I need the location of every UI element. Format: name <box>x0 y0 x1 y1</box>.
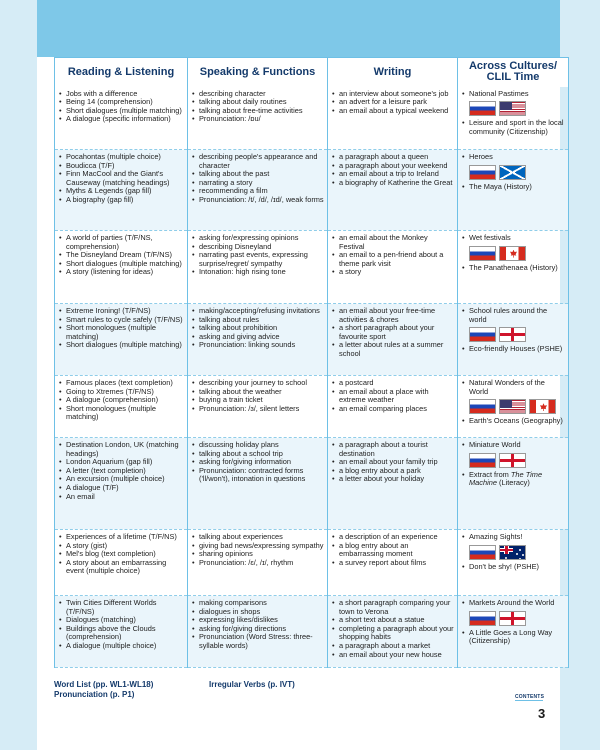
writing-item: • an email about your family trip <box>331 458 454 467</box>
russia-flag-icon <box>469 545 496 560</box>
writing-cell <box>328 596 458 668</box>
reading-item: • Short dialogues (multiple matching) <box>58 107 184 116</box>
cultures-list <box>461 153 565 191</box>
reading-list <box>58 153 184 205</box>
cultures-cell <box>458 596 569 668</box>
writing-list <box>331 234 454 277</box>
table-row <box>55 438 569 530</box>
reading-item: • Mel's blog (text completion) <box>58 550 184 559</box>
reading-item: • Boudicca (T/F) <box>58 162 184 171</box>
reading-item: • Short monologues (multiple matching) <box>58 405 184 422</box>
speaking-item: • talking about daily routines <box>191 98 324 107</box>
reading-item: • A letter (text completion) <box>58 467 184 476</box>
table-row <box>55 376 569 438</box>
top-color-band <box>37 0 560 57</box>
writing-item: • an email to a pen-friend about a theme park visit <box>331 251 454 268</box>
reading-item: • A dialogue (specific information) <box>58 115 184 124</box>
reading-item: • Short dialogues (multiple matching) <box>58 341 184 350</box>
speaking-item: • narrating past events, expressing surprise/regret/ sympathy <box>191 251 324 268</box>
speaking-item: • asking for/giving information <box>191 458 324 467</box>
reading-list <box>58 234 184 277</box>
writing-item: • a blog entry about a park <box>331 467 454 476</box>
flag-group <box>469 327 565 342</box>
reading-item: • Short dialogues (multiple matching) <box>58 260 184 269</box>
speaking-cell <box>188 231 328 304</box>
writing-item: • a blog entry about an embarrassing moment <box>331 542 454 559</box>
cultures-item <box>461 629 565 646</box>
reading-cell <box>55 304 188 376</box>
speaking-item: • talking about the past <box>191 170 324 179</box>
table-row <box>55 530 569 596</box>
reading-item: • Short monologues (multiple matching) <box>58 324 184 341</box>
canada-flag-icon <box>499 246 526 261</box>
russia-flag-icon <box>469 246 496 261</box>
contents-label: CONTENTS <box>515 694 545 700</box>
speaking-list <box>191 90 324 124</box>
cultures-item <box>461 599 565 608</box>
cultures-item-text: A Little Goes a Long Way (Citizenship) <box>469 627 553 646</box>
reading-item: • Smart rules to cycle safely (T/F/NS) <box>58 316 184 325</box>
table-row <box>55 150 569 231</box>
flag-group <box>469 399 565 414</box>
cultures-item <box>461 417 565 426</box>
writing-item: • a short paragraph about your favourite sport <box>331 324 454 341</box>
cultures-item-text: Eco-friendly Houses (PSHE) <box>469 344 563 354</box>
reading-item: • A dialogue (multiple choice) <box>58 642 184 651</box>
flag-group <box>469 101 565 116</box>
reading-item: • An excursion (multiple choice) <box>58 475 184 484</box>
cultures-item-subject: (Literacy) <box>499 478 530 488</box>
england-flag-icon <box>499 611 526 626</box>
speaking-item: • expressing likes/dislikes <box>191 616 324 625</box>
cultures-item <box>461 563 565 572</box>
speaking-item: • Intonation: high rising tone <box>191 268 324 277</box>
writing-list <box>331 599 454 659</box>
header-cultures-line1: Across Cultures/ <box>468 60 558 73</box>
reading-item: • Going to Xtremes (T/F/NS) <box>58 388 184 397</box>
writing-item: • a survey report about films <box>331 559 454 568</box>
speaking-item: • talking about experiences <box>191 533 324 542</box>
cultures-item <box>461 345 565 354</box>
cultures-item-text: School rules around the world <box>469 306 548 324</box>
speaking-item: • buying a train ticket <box>191 396 324 405</box>
table-row <box>55 304 569 376</box>
writing-item: • a letter about your holiday <box>331 475 454 484</box>
reading-item: • Pocahontas (multiple choice) <box>58 153 184 162</box>
speaking-item: • Pronunciation: /ɛ/, /ɪ/, rhythm <box>191 559 324 568</box>
writing-item: • a biography of Katherine the Great <box>331 179 454 188</box>
speaking-item: • Pronunciation: /ɒu/ <box>191 115 324 124</box>
speaking-item: • recommending a film <box>191 187 324 196</box>
speaking-cell <box>188 87 328 150</box>
writing-item: • a postcard <box>331 379 454 388</box>
writing-cell <box>328 87 458 150</box>
cultures-cell <box>458 376 569 438</box>
writing-cell <box>328 530 458 596</box>
writing-item: • an email about your free-time activities & chores <box>331 307 454 324</box>
reading-item: • Buildings above the Clouds (comprehension) <box>58 625 184 642</box>
speaking-cell <box>188 150 328 231</box>
cultures-list <box>461 90 565 137</box>
reading-cell <box>55 231 188 304</box>
russia-flag-icon <box>469 611 496 626</box>
speaking-cell <box>188 596 328 668</box>
england-flag-icon <box>499 327 526 342</box>
speaking-item: • making comparisons <box>191 599 324 608</box>
writing-item: • a paragraph about a tourist destination <box>331 441 454 458</box>
speaking-item: • describing your journey to school <box>191 379 324 388</box>
cultures-item <box>461 441 565 450</box>
speaking-cell <box>188 438 328 530</box>
reading-cell <box>55 150 188 231</box>
reading-cell <box>55 596 188 668</box>
cultures-item <box>461 90 565 99</box>
reading-item: • Finn MacCool and the Giant's Causeway (matching headings) <box>58 170 184 187</box>
contents-table <box>54 57 569 668</box>
header-speaking: Speaking & Functions <box>188 58 328 87</box>
reading-item: • A story about an embarrassing event (multiple choice) <box>58 559 184 576</box>
writing-item: • an advert for a leisure park <box>331 98 454 107</box>
reading-item: • A world of parties (T/F/NS, comprehension) <box>58 234 184 251</box>
page-number: 3 <box>538 706 546 721</box>
writing-cell <box>328 376 458 438</box>
header-writing: Writing <box>328 58 458 87</box>
writing-cell <box>328 150 458 231</box>
reading-item: • Dialogues (matching) <box>58 616 184 625</box>
flag-group <box>469 165 565 180</box>
speaking-item: • asking for/giving directions <box>191 625 324 634</box>
cultures-list <box>461 379 565 426</box>
cultures-item <box>461 183 565 192</box>
reading-item: • London Aquarium (gap fill) <box>58 458 184 467</box>
cultures-item <box>461 471 565 488</box>
writing-item: • an email about a trip to Ireland <box>331 170 454 179</box>
speaking-cell <box>188 304 328 376</box>
cultures-item-text: Amazing Sights! <box>469 532 523 541</box>
cultures-list <box>461 441 565 488</box>
writing-item: • an interview about someone's job <box>331 90 454 99</box>
cultures-item-text: Heroes <box>469 152 493 161</box>
reading-item: • A biography (gap fill) <box>58 196 184 205</box>
scotland-flag-icon <box>499 165 526 180</box>
flag-group <box>469 545 565 560</box>
reading-item: • Famous places (text completion) <box>58 379 184 388</box>
cultures-item-text: Don't be shy! (PSHE) <box>469 561 540 571</box>
irregular-verbs-link[interactable]: Irregular Verbs (p. IVT) <box>209 680 295 689</box>
header-reading: Reading & Listening <box>55 58 188 87</box>
speaking-item: • talking about rules <box>191 316 324 325</box>
cultures-item <box>461 379 565 396</box>
speaking-item: • talking about prohibition <box>191 324 324 333</box>
usa-flag-icon <box>499 399 526 414</box>
reading-item: • Myths & Legends (gap fill) <box>58 187 184 196</box>
speaking-item: • describing people's appearance and character <box>191 153 324 170</box>
flag-group <box>469 611 565 626</box>
speaking-item: • making/accepting/refusing invitations <box>191 307 324 316</box>
speaking-item: • asking and giving advice <box>191 333 324 342</box>
reading-item: • Destination London, UK (matching headings) <box>58 441 184 458</box>
writing-cell <box>328 231 458 304</box>
writing-cell <box>328 438 458 530</box>
flag-group <box>469 453 565 468</box>
writing-cell <box>328 304 458 376</box>
speaking-item: • discussing holiday plans <box>191 441 324 450</box>
writing-item: • a short paragraph comparing your town to Verona <box>331 599 454 616</box>
speaking-item: • Pronunciation: contracted forms ('ll/won't), intonation in questions <box>191 467 324 484</box>
reading-item: • Extreme Ironing! (T/F/NS) <box>58 307 184 316</box>
reading-list <box>58 533 184 576</box>
reading-cell <box>55 87 188 150</box>
reading-list <box>58 90 184 124</box>
writing-item: • a letter about rules at a summer school <box>331 341 454 358</box>
writing-list <box>331 441 454 484</box>
cultures-cell <box>458 438 569 530</box>
russia-flag-icon <box>469 165 496 180</box>
speaking-item: • giving bad news/expressing sympathy <box>191 542 324 551</box>
cultures-list <box>461 533 565 571</box>
speaking-list <box>191 307 324 350</box>
speaking-item: • dialogues in shops <box>191 608 324 617</box>
england-flag-icon <box>499 453 526 468</box>
speaking-item: • talking about the weather <box>191 388 324 397</box>
russia-flag-icon <box>469 453 496 468</box>
cultures-item <box>461 264 565 273</box>
reading-item: • A dialogue (T/F) <box>58 484 184 493</box>
cultures-item-text: The Panathenaea (History) <box>469 262 558 272</box>
pronunciation-link[interactable]: Pronunciation (p. P1) <box>54 690 135 699</box>
reading-item: • A story (listening for ideas) <box>58 268 184 277</box>
cultures-cell <box>458 87 569 150</box>
cultures-item-text: Extract from <box>469 469 509 479</box>
table-row <box>55 87 569 150</box>
reading-item: • The Disneyland Dream (T/F/NS) <box>58 251 184 260</box>
writing-item: • a paragraph about your weekend <box>331 162 454 171</box>
header-cultures <box>458 58 569 87</box>
reading-item: • Experiences of a lifetime (T/F/NS) <box>58 533 184 542</box>
reading-list <box>58 599 184 651</box>
speaking-item: • describing character <box>191 90 324 99</box>
reading-item: • An email <box>58 493 184 502</box>
speaking-list <box>191 379 324 413</box>
speaking-item: • Pronunciation: /t/, /d/, /ɪd/, weak forms <box>191 196 324 205</box>
cultures-list <box>461 599 565 646</box>
table-row <box>55 596 569 668</box>
reading-item: • Being 14 (comprehension) <box>58 98 184 107</box>
reading-cell <box>55 530 188 596</box>
canada-flag-icon <box>529 399 556 414</box>
reading-item: • Twin Cities Different Worlds (T/F/NS) <box>58 599 184 616</box>
cultures-item <box>461 234 565 243</box>
writing-list <box>331 90 454 116</box>
reading-item: • A story (gist) <box>58 542 184 551</box>
speaking-list <box>191 153 324 205</box>
reading-list <box>58 307 184 350</box>
wordlist-link[interactable]: Word List (pp. WL1-WL18) <box>54 680 154 689</box>
header-row <box>55 58 569 87</box>
usa-flag-icon <box>499 101 526 116</box>
cultures-item-text: Earth's Oceans (Geography) <box>469 416 563 426</box>
writing-item: • an email about your new house <box>331 651 454 660</box>
reading-item: • Jobs with a difference <box>58 90 184 99</box>
writing-item: • a story <box>331 268 454 277</box>
reading-list <box>58 441 184 501</box>
cultures-cell <box>458 304 569 376</box>
writing-item: • an email about a place with extreme weather <box>331 388 454 405</box>
speaking-list <box>191 441 324 484</box>
writing-item: • a short text about a statue <box>331 616 454 625</box>
cultures-list <box>461 307 565 354</box>
cultures-list <box>461 234 565 272</box>
russia-flag-icon <box>469 399 496 414</box>
speaking-item: • sharing opinions <box>191 550 324 559</box>
speaking-item: • Pronunciation: linking sounds <box>191 341 324 350</box>
cultures-cell <box>458 231 569 304</box>
writing-list <box>331 307 454 359</box>
writing-list <box>331 153 454 187</box>
reading-list <box>58 379 184 422</box>
speaking-item: • talking about free-time activities <box>191 107 324 116</box>
speaking-cell <box>188 530 328 596</box>
speaking-cell <box>188 376 328 438</box>
flag-group <box>469 246 565 261</box>
reading-cell <box>55 438 188 530</box>
writing-item: • a description of an experience <box>331 533 454 542</box>
cultures-item-text: Wet festivals <box>469 233 511 242</box>
cultures-item <box>461 307 565 324</box>
cultures-item-text: The Maya (History) <box>469 181 532 191</box>
australia-flag-icon <box>499 545 526 560</box>
cultures-item-text: Natural Wonders of the World <box>469 378 545 396</box>
speaking-item: • describing Disneyland <box>191 243 324 252</box>
cultures-item <box>461 533 565 542</box>
reading-cell <box>55 376 188 438</box>
contents-divider <box>515 700 543 701</box>
russia-flag-icon <box>469 327 496 342</box>
speaking-list <box>191 234 324 277</box>
speaking-list <box>191 599 324 651</box>
writing-item: • completing a paragraph about your shopping habits <box>331 625 454 642</box>
writing-item: • a paragraph about a queen <box>331 153 454 162</box>
writing-item: • a paragraph about a market <box>331 642 454 651</box>
reading-item: • A dialogue (comprehension) <box>58 396 184 405</box>
writing-item: • an email comparing places <box>331 405 454 414</box>
cultures-item-text: Leisure and sport in the local community (Citizenship) <box>469 118 564 136</box>
cultures-item <box>461 119 565 136</box>
cultures-item <box>461 153 565 162</box>
footer-left <box>54 680 204 700</box>
cultures-cell <box>458 150 569 231</box>
speaking-item: • Pronunciation (Word Stress: three-syllable words) <box>191 633 324 650</box>
cultures-item-title: The Time Machine <box>469 469 543 488</box>
cultures-item-text: National Pastimes <box>469 88 529 98</box>
cultures-item-text: Markets Around the World <box>469 598 555 607</box>
writing-item: • an email about a typical weekend <box>331 107 454 116</box>
cultures-item-text: Miniature World <box>469 440 521 449</box>
speaking-item: • talking about a school trip <box>191 450 324 459</box>
contents-page <box>37 0 564 750</box>
speaking-list <box>191 533 324 567</box>
russia-flag-icon <box>469 101 496 116</box>
table-row <box>55 231 569 304</box>
header-cultures-line2: CLIL Time <box>486 71 540 84</box>
writing-list <box>331 379 454 413</box>
speaking-item: • Pronunciation: /ɜ/, silent letters <box>191 405 324 414</box>
writing-item: • an email about the Monkey Festival <box>331 234 454 251</box>
writing-list <box>331 533 454 567</box>
cultures-cell <box>458 530 569 596</box>
speaking-item: • narrating a story <box>191 179 324 188</box>
speaking-item: • asking for/expressing opinions <box>191 234 324 243</box>
